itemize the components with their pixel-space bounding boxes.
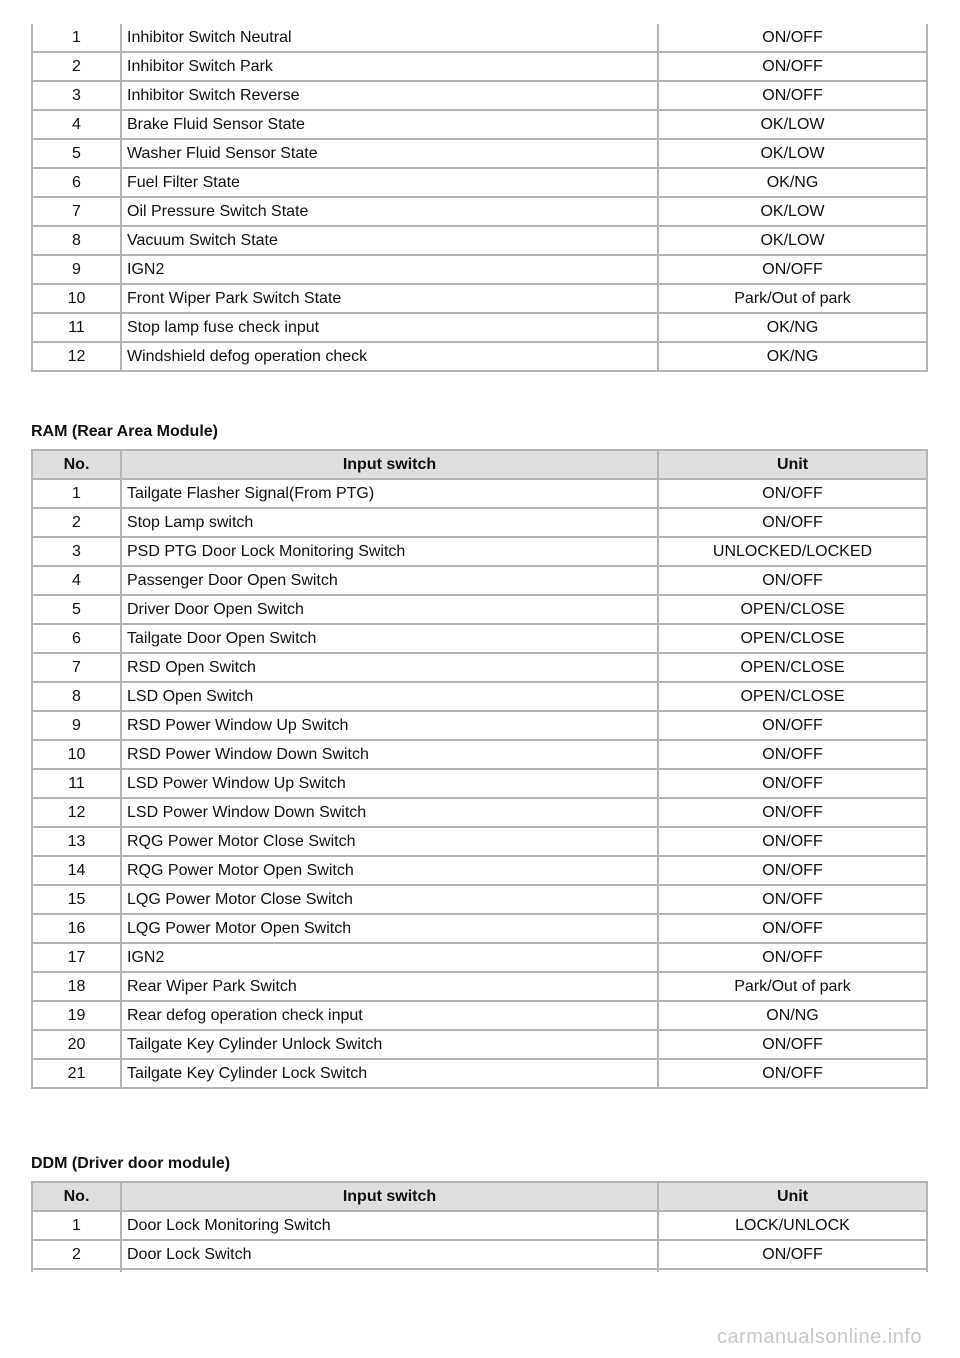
cell-input-switch: Vacuum Switch State: [121, 226, 658, 255]
cell-input-switch: Stop lamp fuse check input: [121, 313, 658, 342]
cell-unit: ON/OFF: [658, 711, 927, 740]
section-title-ddm: DDM (Driver door module): [31, 1155, 231, 1172]
cell-no: 14: [32, 856, 121, 885]
cell-no: 8: [32, 682, 121, 711]
cell-no: 11: [32, 769, 121, 798]
cell-no: 15: [32, 885, 121, 914]
cell-unit: ON/OFF: [658, 1030, 927, 1059]
cell-input-switch: LQG Power Motor Close Switch: [121, 885, 658, 914]
cell-no: 12: [32, 798, 121, 827]
cell-no: 2: [32, 1240, 121, 1269]
table-row: [32, 226, 927, 255]
cell-unit: ON/OFF: [658, 943, 927, 972]
table-row: [32, 566, 927, 595]
cell-no: 13: [32, 827, 121, 856]
ram-inputs-table-body: [32, 479, 927, 1088]
cell-no: 21: [32, 1059, 121, 1088]
table-row: [32, 885, 927, 914]
cell-input-switch: Driver Door Open Switch: [121, 595, 658, 624]
cell-empty: [658, 1269, 927, 1272]
table-row: [32, 197, 927, 226]
cell-unit: LOCK/UNLOCK: [658, 1211, 927, 1240]
cell-input-switch: LSD Open Switch: [121, 682, 658, 711]
cell-unit: OK/LOW: [658, 139, 927, 168]
cell-input-switch: Oil Pressure Switch State: [121, 197, 658, 226]
cell-unit: OPEN/CLOSE: [658, 595, 927, 624]
cell-empty: [121, 1269, 658, 1272]
cell-unit: ON/OFF: [658, 255, 927, 284]
table-row: [32, 682, 927, 711]
cell-no: 17: [32, 943, 121, 972]
cell-input-switch: Washer Fluid Sensor State: [121, 139, 658, 168]
cell-unit: ON/OFF: [658, 508, 927, 537]
cell-no: 4: [32, 110, 121, 139]
table-row: [32, 653, 927, 682]
header-unit: Unit: [658, 1182, 927, 1211]
table-row: [32, 168, 927, 197]
cell-unit: ON/OFF: [658, 740, 927, 769]
cell-input-switch: Passenger Door Open Switch: [121, 566, 658, 595]
cell-unit: OK/NG: [658, 342, 927, 371]
table-row: [32, 914, 927, 943]
table-row: [32, 52, 927, 81]
cell-input-switch: Inhibitor Switch Neutral: [121, 24, 658, 52]
cell-input-switch: Tailgate Key Cylinder Lock Switch: [121, 1059, 658, 1088]
table-row: [32, 972, 927, 1001]
cell-input-switch: Inhibitor Switch Reverse: [121, 81, 658, 110]
cell-no: 1: [32, 479, 121, 508]
cell-no: 3: [32, 81, 121, 110]
cell-no: 2: [32, 52, 121, 81]
table-row: [32, 537, 927, 566]
cell-no: 2: [32, 508, 121, 537]
cell-unit: ON/OFF: [658, 52, 927, 81]
cell-no: 7: [32, 197, 121, 226]
cell-no: 3: [32, 537, 121, 566]
watermark: carmanualsonline.info: [716, 1326, 922, 1348]
cell-input-switch: RSD Power Window Down Switch: [121, 740, 658, 769]
cell-input-switch: Front Wiper Park Switch State: [121, 284, 658, 313]
cell-empty: [32, 1269, 121, 1272]
table-row: [32, 595, 927, 624]
cell-no: 4: [32, 566, 121, 595]
table-header-row: [32, 1182, 927, 1211]
cell-no: 10: [32, 284, 121, 313]
cell-unit: UNLOCKED/LOCKED: [658, 537, 927, 566]
header-no: No.: [32, 450, 121, 479]
inputs-table-continued: [31, 24, 928, 372]
cell-no: 5: [32, 595, 121, 624]
cell-input-switch: Rear defog operation check input: [121, 1001, 658, 1030]
cell-unit: OK/NG: [658, 313, 927, 342]
table-row: [32, 856, 927, 885]
table-row: [32, 110, 927, 139]
cell-no: 16: [32, 914, 121, 943]
cell-input-switch: IGN2: [121, 255, 658, 284]
table-row: [32, 255, 927, 284]
header-unit: Unit: [658, 450, 927, 479]
cell-input-switch: PSD PTG Door Lock Monitoring Switch: [121, 537, 658, 566]
table-row: [32, 1059, 927, 1088]
cell-no: 11: [32, 313, 121, 342]
cell-input-switch: RQG Power Motor Close Switch: [121, 827, 658, 856]
table-row: [32, 827, 927, 856]
cell-unit: OPEN/CLOSE: [658, 682, 927, 711]
cell-unit: ON/OFF: [658, 885, 927, 914]
cell-no: 18: [32, 972, 121, 1001]
cell-no: 1: [32, 1211, 121, 1240]
cell-no: 1: [32, 24, 121, 52]
cell-unit: ON/OFF: [658, 856, 927, 885]
cell-no: 8: [32, 226, 121, 255]
cell-unit: ON/OFF: [658, 769, 927, 798]
table-row: [32, 284, 927, 313]
table-row: [32, 798, 927, 827]
cell-input-switch: RSD Power Window Up Switch: [121, 711, 658, 740]
cell-input-switch: RSD Open Switch: [121, 653, 658, 682]
ddm-inputs-table-body: [32, 1211, 927, 1272]
cell-unit: ON/OFF: [658, 798, 927, 827]
cell-unit: ON/OFF: [658, 24, 927, 52]
cell-input-switch: Door Lock Monitoring Switch: [121, 1211, 658, 1240]
cell-unit: ON/OFF: [658, 479, 927, 508]
cell-unit: OPEN/CLOSE: [658, 653, 927, 682]
cell-input-switch: Tailgate Key Cylinder Unlock Switch: [121, 1030, 658, 1059]
cell-no: 6: [32, 168, 121, 197]
table-row: [32, 81, 927, 110]
header-input-switch: Input switch: [121, 1182, 658, 1211]
cell-unit: ON/OFF: [658, 914, 927, 943]
cell-unit: OPEN/CLOSE: [658, 624, 927, 653]
table-row: [32, 740, 927, 769]
table-row: [32, 508, 927, 537]
cell-unit: OK/LOW: [658, 197, 927, 226]
cell-input-switch: Brake Fluid Sensor State: [121, 110, 658, 139]
header-no: No.: [32, 1182, 121, 1211]
table-header-row: [32, 450, 927, 479]
section-title-ram: RAM (Rear Area Module): [31, 423, 218, 440]
cell-input-switch: Stop Lamp switch: [121, 508, 658, 537]
table-row: [32, 313, 927, 342]
cell-no: 7: [32, 653, 121, 682]
table-row: [32, 1240, 927, 1269]
cell-no: 5: [32, 139, 121, 168]
cell-input-switch: LSD Power Window Up Switch: [121, 769, 658, 798]
table-row: [32, 1211, 927, 1240]
cell-input-switch: Door Lock Switch: [121, 1240, 658, 1269]
cell-no: 9: [32, 255, 121, 284]
cell-input-switch: LQG Power Motor Open Switch: [121, 914, 658, 943]
table-row: [32, 943, 927, 972]
cell-input-switch: IGN2: [121, 943, 658, 972]
cell-input-switch: Tailgate Flasher Signal(From PTG): [121, 479, 658, 508]
cell-no: 9: [32, 711, 121, 740]
cell-no: 12: [32, 342, 121, 371]
table-row: [32, 139, 927, 168]
table-row: [32, 1030, 927, 1059]
inputs-table-continued-body: [32, 24, 927, 371]
cell-unit: OK/LOW: [658, 110, 927, 139]
ddm-inputs-table: [31, 1181, 928, 1272]
table-row: [32, 342, 927, 371]
cell-unit: ON/OFF: [658, 1059, 927, 1088]
table-row: [32, 479, 927, 508]
cell-unit: ON/NG: [658, 1001, 927, 1030]
cell-no: 19: [32, 1001, 121, 1030]
table-row: [32, 711, 927, 740]
cell-no: 20: [32, 1030, 121, 1059]
table-row: [32, 769, 927, 798]
cell-unit: OK/NG: [658, 168, 927, 197]
cell-unit: ON/OFF: [658, 81, 927, 110]
cell-no: 10: [32, 740, 121, 769]
cell-unit: OK/LOW: [658, 226, 927, 255]
cell-unit: Park/Out of park: [658, 972, 927, 1001]
cell-unit: ON/OFF: [658, 1240, 927, 1269]
cell-no: 6: [32, 624, 121, 653]
table-row: [32, 24, 927, 52]
table-row: [32, 624, 927, 653]
cell-input-switch: Rear Wiper Park Switch: [121, 972, 658, 1001]
cell-unit: ON/OFF: [658, 566, 927, 595]
cell-input-switch: LSD Power Window Down Switch: [121, 798, 658, 827]
cell-input-switch: Fuel Filter State: [121, 168, 658, 197]
cell-unit: ON/OFF: [658, 827, 927, 856]
cell-input-switch: RQG Power Motor Open Switch: [121, 856, 658, 885]
ram-inputs-table: [31, 449, 928, 1089]
cell-input-switch: Tailgate Door Open Switch: [121, 624, 658, 653]
header-input-switch: Input switch: [121, 450, 658, 479]
cell-input-switch: Windshield defog operation check: [121, 342, 658, 371]
cell-unit: Park/Out of park: [658, 284, 927, 313]
table-row: [32, 1001, 927, 1030]
cell-input-switch: Inhibitor Switch Park: [121, 52, 658, 81]
table-row-continuation: [32, 1269, 927, 1272]
